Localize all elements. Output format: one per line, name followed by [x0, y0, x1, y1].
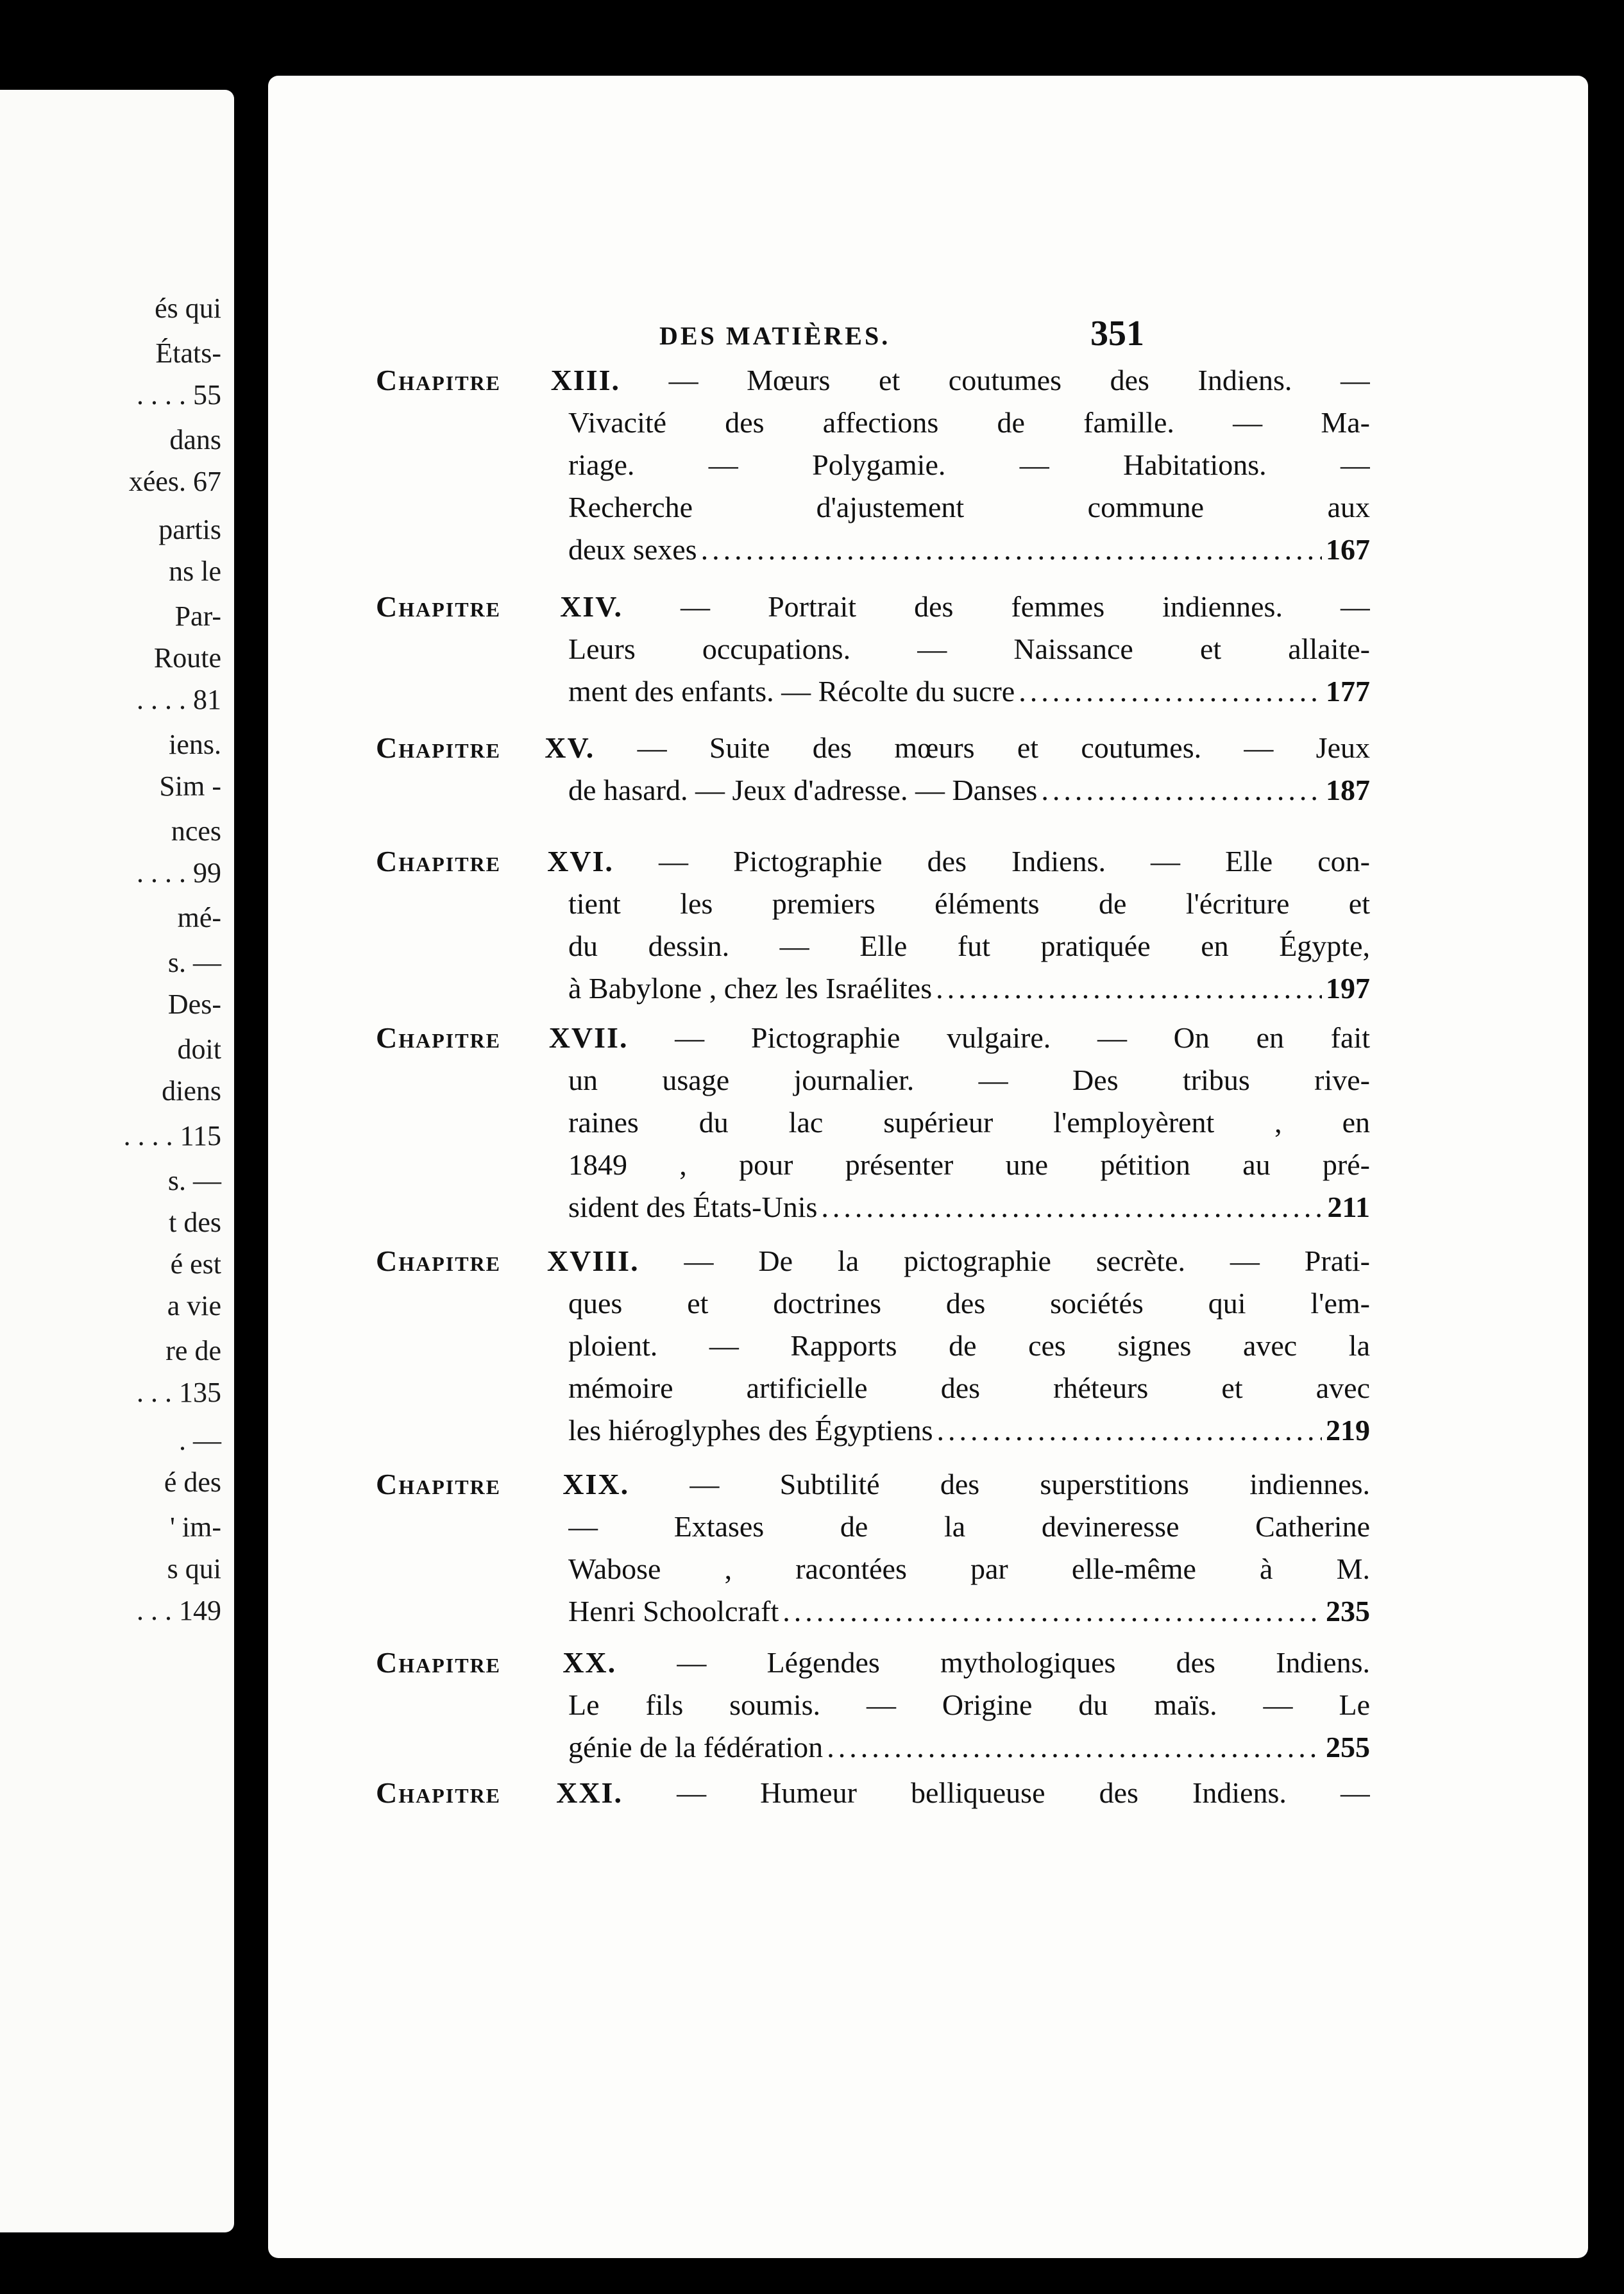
- facing-page-line: Par-: [174, 600, 221, 632]
- chapter-label: Chapitre XVIII.: [376, 1245, 639, 1277]
- chapter-title-last-line: [568, 769, 1370, 811]
- chapter-title-line: riage. — Polygamie. — Habitations. —: [568, 448, 1370, 481]
- chapter-page-number: 197: [1326, 972, 1370, 1005]
- facing-page-line: . —: [179, 1425, 221, 1456]
- chapter-title-line: Leurs occupations. — Naissance et allaite-: [568, 633, 1370, 665]
- chapter-title-start: — Humeur belliqueuse des Indiens. —: [677, 1776, 1370, 1809]
- facing-page-line: és qui: [155, 293, 221, 324]
- facing-page-line: . . . . 115: [123, 1120, 221, 1151]
- book-page: [268, 76, 1588, 2258]
- toc-entry-first-line: [376, 359, 1370, 402]
- facing-page-line: s qui: [167, 1553, 221, 1585]
- chapter-title-last-line: [568, 1186, 1370, 1228]
- facing-page-line: t des: [169, 1207, 221, 1238]
- chapter-label: Chapitre XXI.: [376, 1776, 623, 1809]
- dot-leader: [1041, 769, 1322, 811]
- dot-leader: [827, 1726, 1322, 1769]
- chapter-title-last-line: [568, 1590, 1370, 1633]
- chapter-page-number: 167: [1326, 533, 1370, 566]
- toc-entry-first-line: [376, 1463, 1370, 1506]
- facing-page-line: re de: [165, 1335, 221, 1366]
- facing-page-line: partis: [158, 514, 221, 545]
- toc-entry-first-line: [376, 1772, 1370, 1814]
- chapter-label: Chapitre XIV.: [376, 590, 623, 623]
- chapter-title-end: deux sexes: [568, 533, 697, 566]
- chapter-title-start: — Mœurs et coutumes des Indiens. —: [668, 364, 1370, 396]
- chapter-title-last-line: [568, 670, 1370, 713]
- chapter-title-start: — Subtilité des superstitions indiennes.: [689, 1468, 1370, 1500]
- facing-page-line: s. —: [167, 947, 221, 978]
- chapter-title-line: raines du lac supérieur l'employèrent , en: [568, 1106, 1370, 1139]
- chapter-title-end: génie de la fédération: [568, 1731, 824, 1763]
- facing-page-line: . . . . 99: [137, 857, 221, 888]
- facing-page-line: ' im-: [169, 1511, 221, 1543]
- chapter-title-start: — Pictographie vulgaire. — On en fait: [675, 1021, 1370, 1054]
- chapter-title-last-line: [568, 967, 1370, 1010]
- facing-page: [0, 90, 234, 2232]
- dot-leader: [701, 529, 1322, 571]
- chapter-title-line: Le fils soumis. — Origine du maïs. — Le: [568, 1688, 1370, 1721]
- toc-entry: [376, 1642, 1370, 1769]
- chapter-title-end: ment des enfants. — Récolte du sucre: [568, 675, 1015, 708]
- chapter-page-number: 211: [1327, 1191, 1370, 1223]
- chapter-label: Chapitre XVI.: [376, 845, 614, 878]
- dot-leader: [937, 1409, 1322, 1452]
- facing-page-line: doit: [177, 1033, 221, 1065]
- chapter-title-line: Wabose , racontées par elle-même à M.: [568, 1552, 1370, 1585]
- facing-page-line: Route: [153, 642, 221, 674]
- facing-page-line: xées. 67: [128, 466, 221, 497]
- facing-page-line: diens: [162, 1075, 221, 1107]
- chapter-title-line: ploient. — Rapports de ces signes avec la: [568, 1329, 1370, 1362]
- toc-entry: [376, 359, 1370, 571]
- toc-entry-first-line: [376, 840, 1370, 883]
- chapter-title-line: — Extases de la devineresse Catherine: [568, 1510, 1370, 1543]
- running-head-title: DES MATIÈRES.: [659, 321, 891, 350]
- facing-page-line: nces: [171, 815, 221, 847]
- dot-leader: [821, 1186, 1323, 1228]
- chapter-label: Chapitre XIII.: [376, 364, 620, 396]
- chapter-title-line: un usage journalier. — Des tribus rive-: [568, 1064, 1370, 1096]
- facing-page-line: . . . . 55: [137, 379, 221, 411]
- chapter-title-start: — De la pictographie secrète. — Prati-: [684, 1245, 1370, 1277]
- facing-page-line: é est: [170, 1248, 221, 1280]
- toc-entry-first-line: [376, 727, 1370, 769]
- toc-entry: [376, 586, 1370, 713]
- running-head: [268, 313, 1588, 364]
- chapter-title-line: ques et doctrines des sociétés qui l'em-: [568, 1287, 1370, 1320]
- chapter-title-start: — Suite des mœurs et coutumes. — Jeux: [637, 731, 1370, 764]
- chapter-title-line: 1849 , pour présenter une pétition au pré-: [568, 1148, 1370, 1181]
- facing-page-line: s. —: [167, 1165, 221, 1196]
- chapter-title-line: Vivacité des affections de famille. — Ma-: [568, 406, 1370, 439]
- chapter-label: Chapitre XV.: [376, 731, 595, 764]
- chapter-title-start: — Portrait des femmes indiennes. —: [681, 590, 1370, 623]
- chapter-title-line: mémoire artificielle des rhéteurs et avec: [568, 1372, 1370, 1404]
- facing-page-line: Des-: [167, 989, 221, 1020]
- facing-page-line: . . . 149: [137, 1595, 221, 1626]
- toc-entry-first-line: [376, 1642, 1370, 1684]
- chapter-title-line: du dessin. — Elle fut pratiquée en Égypte,: [568, 930, 1370, 962]
- toc-entry: [376, 1772, 1370, 1814]
- chapter-title-start: — Légendes mythologiques des Indiens.: [677, 1646, 1370, 1679]
- toc-entry: [376, 1017, 1370, 1228]
- toc-entry-first-line: [376, 586, 1370, 628]
- dot-leader: [782, 1590, 1322, 1633]
- chapter-title-line: Recherche d'ajustement commune aux: [568, 491, 1370, 523]
- chapter-title-end: les hiéroglyphes des Égyptiens: [568, 1414, 933, 1447]
- chapter-label: Chapitre XX.: [376, 1646, 617, 1679]
- facing-page-line: États-: [155, 337, 221, 369]
- chapter-title-end: de hasard. — Jeux d'adresse. — Danses: [568, 774, 1038, 806]
- facing-page-line: . . . . 81: [137, 684, 221, 715]
- toc-entry: [376, 1240, 1370, 1452]
- facing-page-line: Sim -: [159, 770, 221, 802]
- page-number: 351: [1090, 314, 1144, 353]
- toc-entry-first-line: [376, 1017, 1370, 1059]
- chapter-page-number: 219: [1326, 1414, 1370, 1447]
- chapter-page-number: 187: [1326, 774, 1370, 806]
- chapter-title-last-line: [568, 1409, 1370, 1452]
- chapter-title-end: à Babylone , chez les Israélites: [568, 972, 933, 1005]
- chapter-label: Chapitre XVII.: [376, 1021, 629, 1054]
- chapter-title-end: sident des États-Unis: [568, 1191, 818, 1223]
- chapter-label: Chapitre XIX.: [376, 1468, 630, 1500]
- chapter-title-last-line: [568, 1726, 1370, 1769]
- dot-leader: [1019, 670, 1322, 713]
- chapter-title-line: tient les premiers éléments de l'écriture et: [568, 887, 1370, 920]
- chapter-title-last-line: [568, 529, 1370, 571]
- facing-page-line: ns le: [169, 556, 221, 587]
- toc-entry: [376, 840, 1370, 1010]
- facing-page-line: dans: [169, 424, 221, 455]
- toc-entry-first-line: [376, 1240, 1370, 1282]
- chapter-page-number: 235: [1326, 1595, 1370, 1627]
- chapter-page-number: 255: [1326, 1731, 1370, 1763]
- chapter-page-number: 177: [1326, 675, 1370, 708]
- dot-leader: [936, 967, 1322, 1010]
- toc-entry: [376, 1463, 1370, 1633]
- chapter-title-end: Henri Schoolcraft: [568, 1595, 779, 1627]
- facing-page-line: é des: [164, 1466, 221, 1498]
- toc-entry: [376, 727, 1370, 811]
- facing-page-line: iens.: [169, 729, 221, 760]
- facing-page-line: mé-: [177, 902, 221, 933]
- facing-page-line: a vie: [167, 1290, 221, 1321]
- facing-page-line: . . . 135: [137, 1377, 221, 1408]
- chapter-title-start: — Pictographie des Indiens. — Elle con-: [659, 845, 1370, 878]
